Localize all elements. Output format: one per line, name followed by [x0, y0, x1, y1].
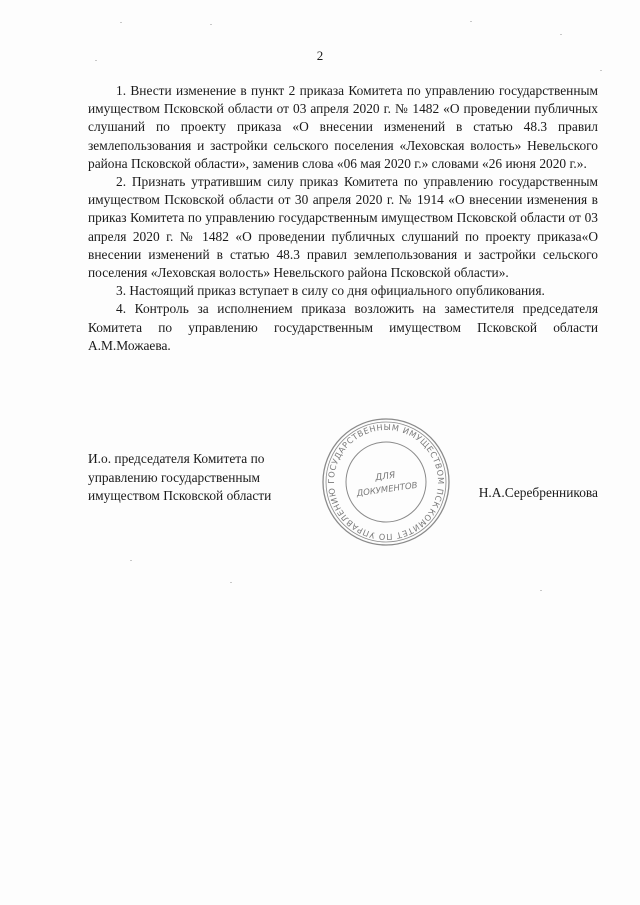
paragraph-2: 2. Признать утратившим силу приказ Комитета по управлению государственным имуществом Псковской области от 30 апреля 2020 г. № 1914 «О внесении изменения в приказ Комитета по управлению государственным имуществом Псковской области от 03 апреля 2020 г. № 1482 «О проведении публичных слушаний по проекту приказа«О внесении изменений в статью 48.3 правил землепользования и застройки сельского поселения «Леховская волость» Невельского района Псковской области».	[88, 174, 598, 281]
paragraph-3: 3. Настоящий приказ вступает в силу со дня официального опубликования.	[116, 283, 545, 299]
page-number: 2	[316, 48, 324, 63]
signatory-title-line: И.о. председателя Комитета по	[88, 451, 265, 466]
signatory-name: Н.А.Серебренникова	[478, 485, 598, 500]
stamp-center-line2: ДОКУМЕНТОВ	[356, 480, 419, 500]
official-stamp	[320, 416, 452, 548]
scan-speck	[470, 21, 472, 22]
signatory-title	[88, 450, 308, 506]
signatory-title-line: имуществом Псковской области	[88, 488, 272, 503]
scan-speck	[120, 22, 122, 23]
paragraph-1: 1. Внести изменение в пункт 2 приказа Комитета по управлению государственным имуществом Псковской области от 03 апреля 2020 г. № 1482 «О проведении публичных слушаний по проекту приказа «О внесении изменений в статью 48.3 правил землепользования и застройки сельского поселения «Леховская волость» Невельского района Псковской области», заменив слова «06 мая 2020 г.» словами «26 июня 2020 г.».	[88, 83, 598, 171]
paragraph-4: 4. Контроль за исполнением приказа возложить на заместителя председателя Комитета по управлению государственным имуществом Псковской области А.М.Можаева.	[88, 301, 598, 353]
scan-speck	[600, 70, 602, 71]
scan-speck	[210, 24, 212, 25]
stamp-ring-text: КОМИТЕТ ПО УПРАВЛЕНИЮ ГОСУДАРСТВЕННЫМ ИМУЩЕСТВОМ ПСКОВСКОЙ	[325, 421, 447, 543]
scan-speck	[560, 34, 562, 35]
document-body	[88, 82, 598, 355]
scan-speck	[540, 590, 542, 591]
scan-speck	[230, 582, 232, 583]
stamp-seal-icon	[320, 416, 452, 548]
signatory-title-line: управлению государственным	[88, 469, 260, 485]
stamp-center-line1: ДЛЯ	[374, 470, 396, 484]
signature-block	[88, 421, 608, 550]
scan-speck	[130, 560, 132, 561]
svg-text:КОМИТЕТ ПО УПРАВЛЕНИЮ ГОСУДАРС	[320, 416, 452, 548]
